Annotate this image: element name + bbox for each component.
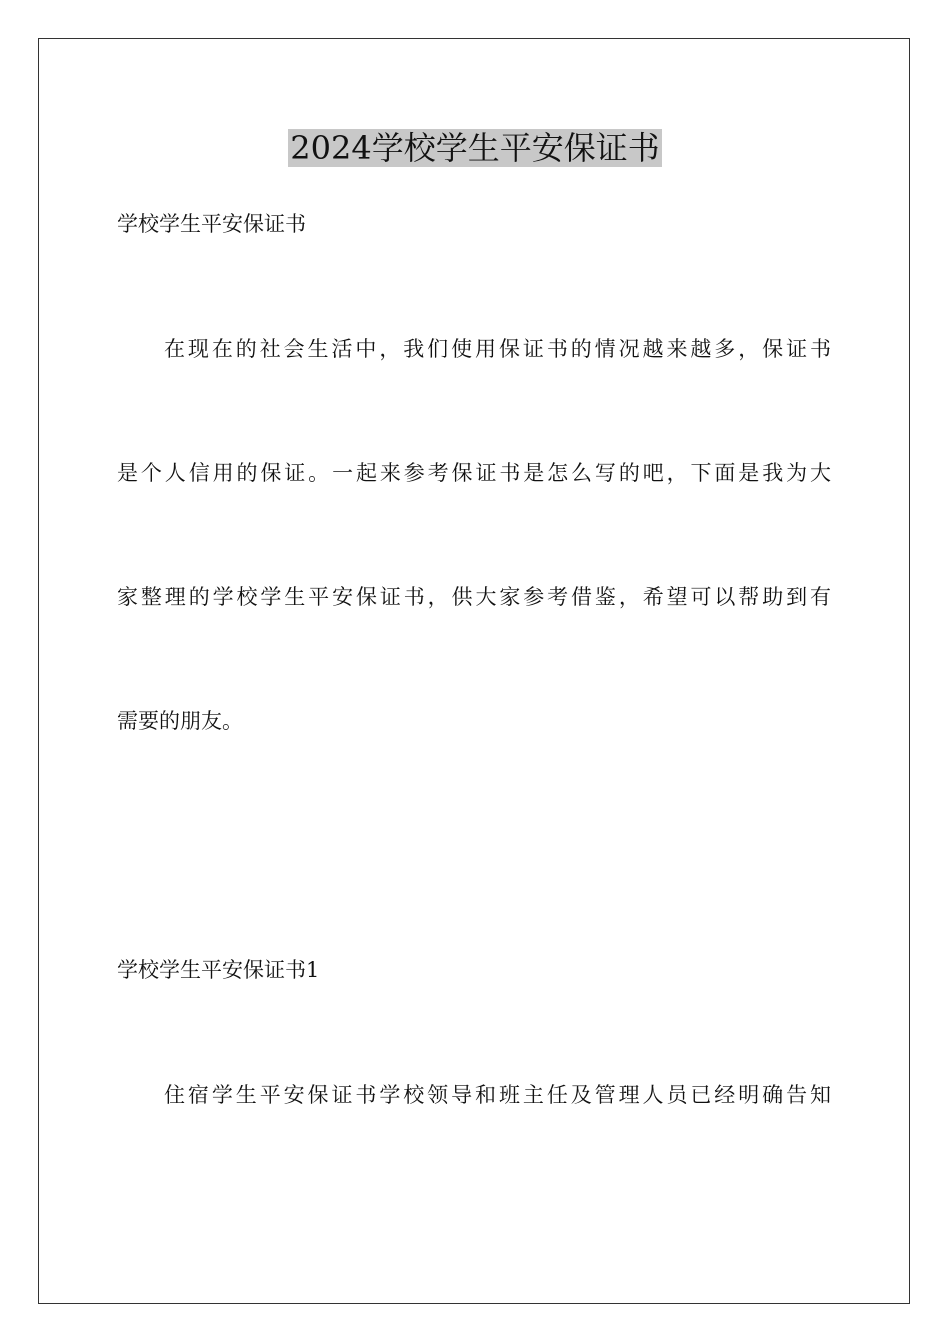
- intro-line-3: 家整理的学校学生平安保证书，供大家参考借鉴，希望可以帮助到有: [117, 585, 831, 609]
- intro-line-1: 在现在的社会生活中，我们使用保证书的情况越来越多，保证书: [164, 337, 831, 361]
- intro-line-2: 是个人信用的保证。一起来参考保证书是怎么写的吧，下面是我为大: [117, 461, 831, 485]
- intro-line-4: 需要的朋友。: [117, 709, 243, 733]
- document-title-text: 2024学校学生平安保证书: [290, 129, 660, 167]
- section-heading: 学校学生平安保证书1: [117, 958, 320, 982]
- document-title: [0, 126, 950, 170]
- document-subtitle: 学校学生平安保证书: [117, 212, 306, 236]
- section-line-1: 住宿学生平安保证书学校领导和班主任及管理人员已经明确告知: [164, 1083, 831, 1107]
